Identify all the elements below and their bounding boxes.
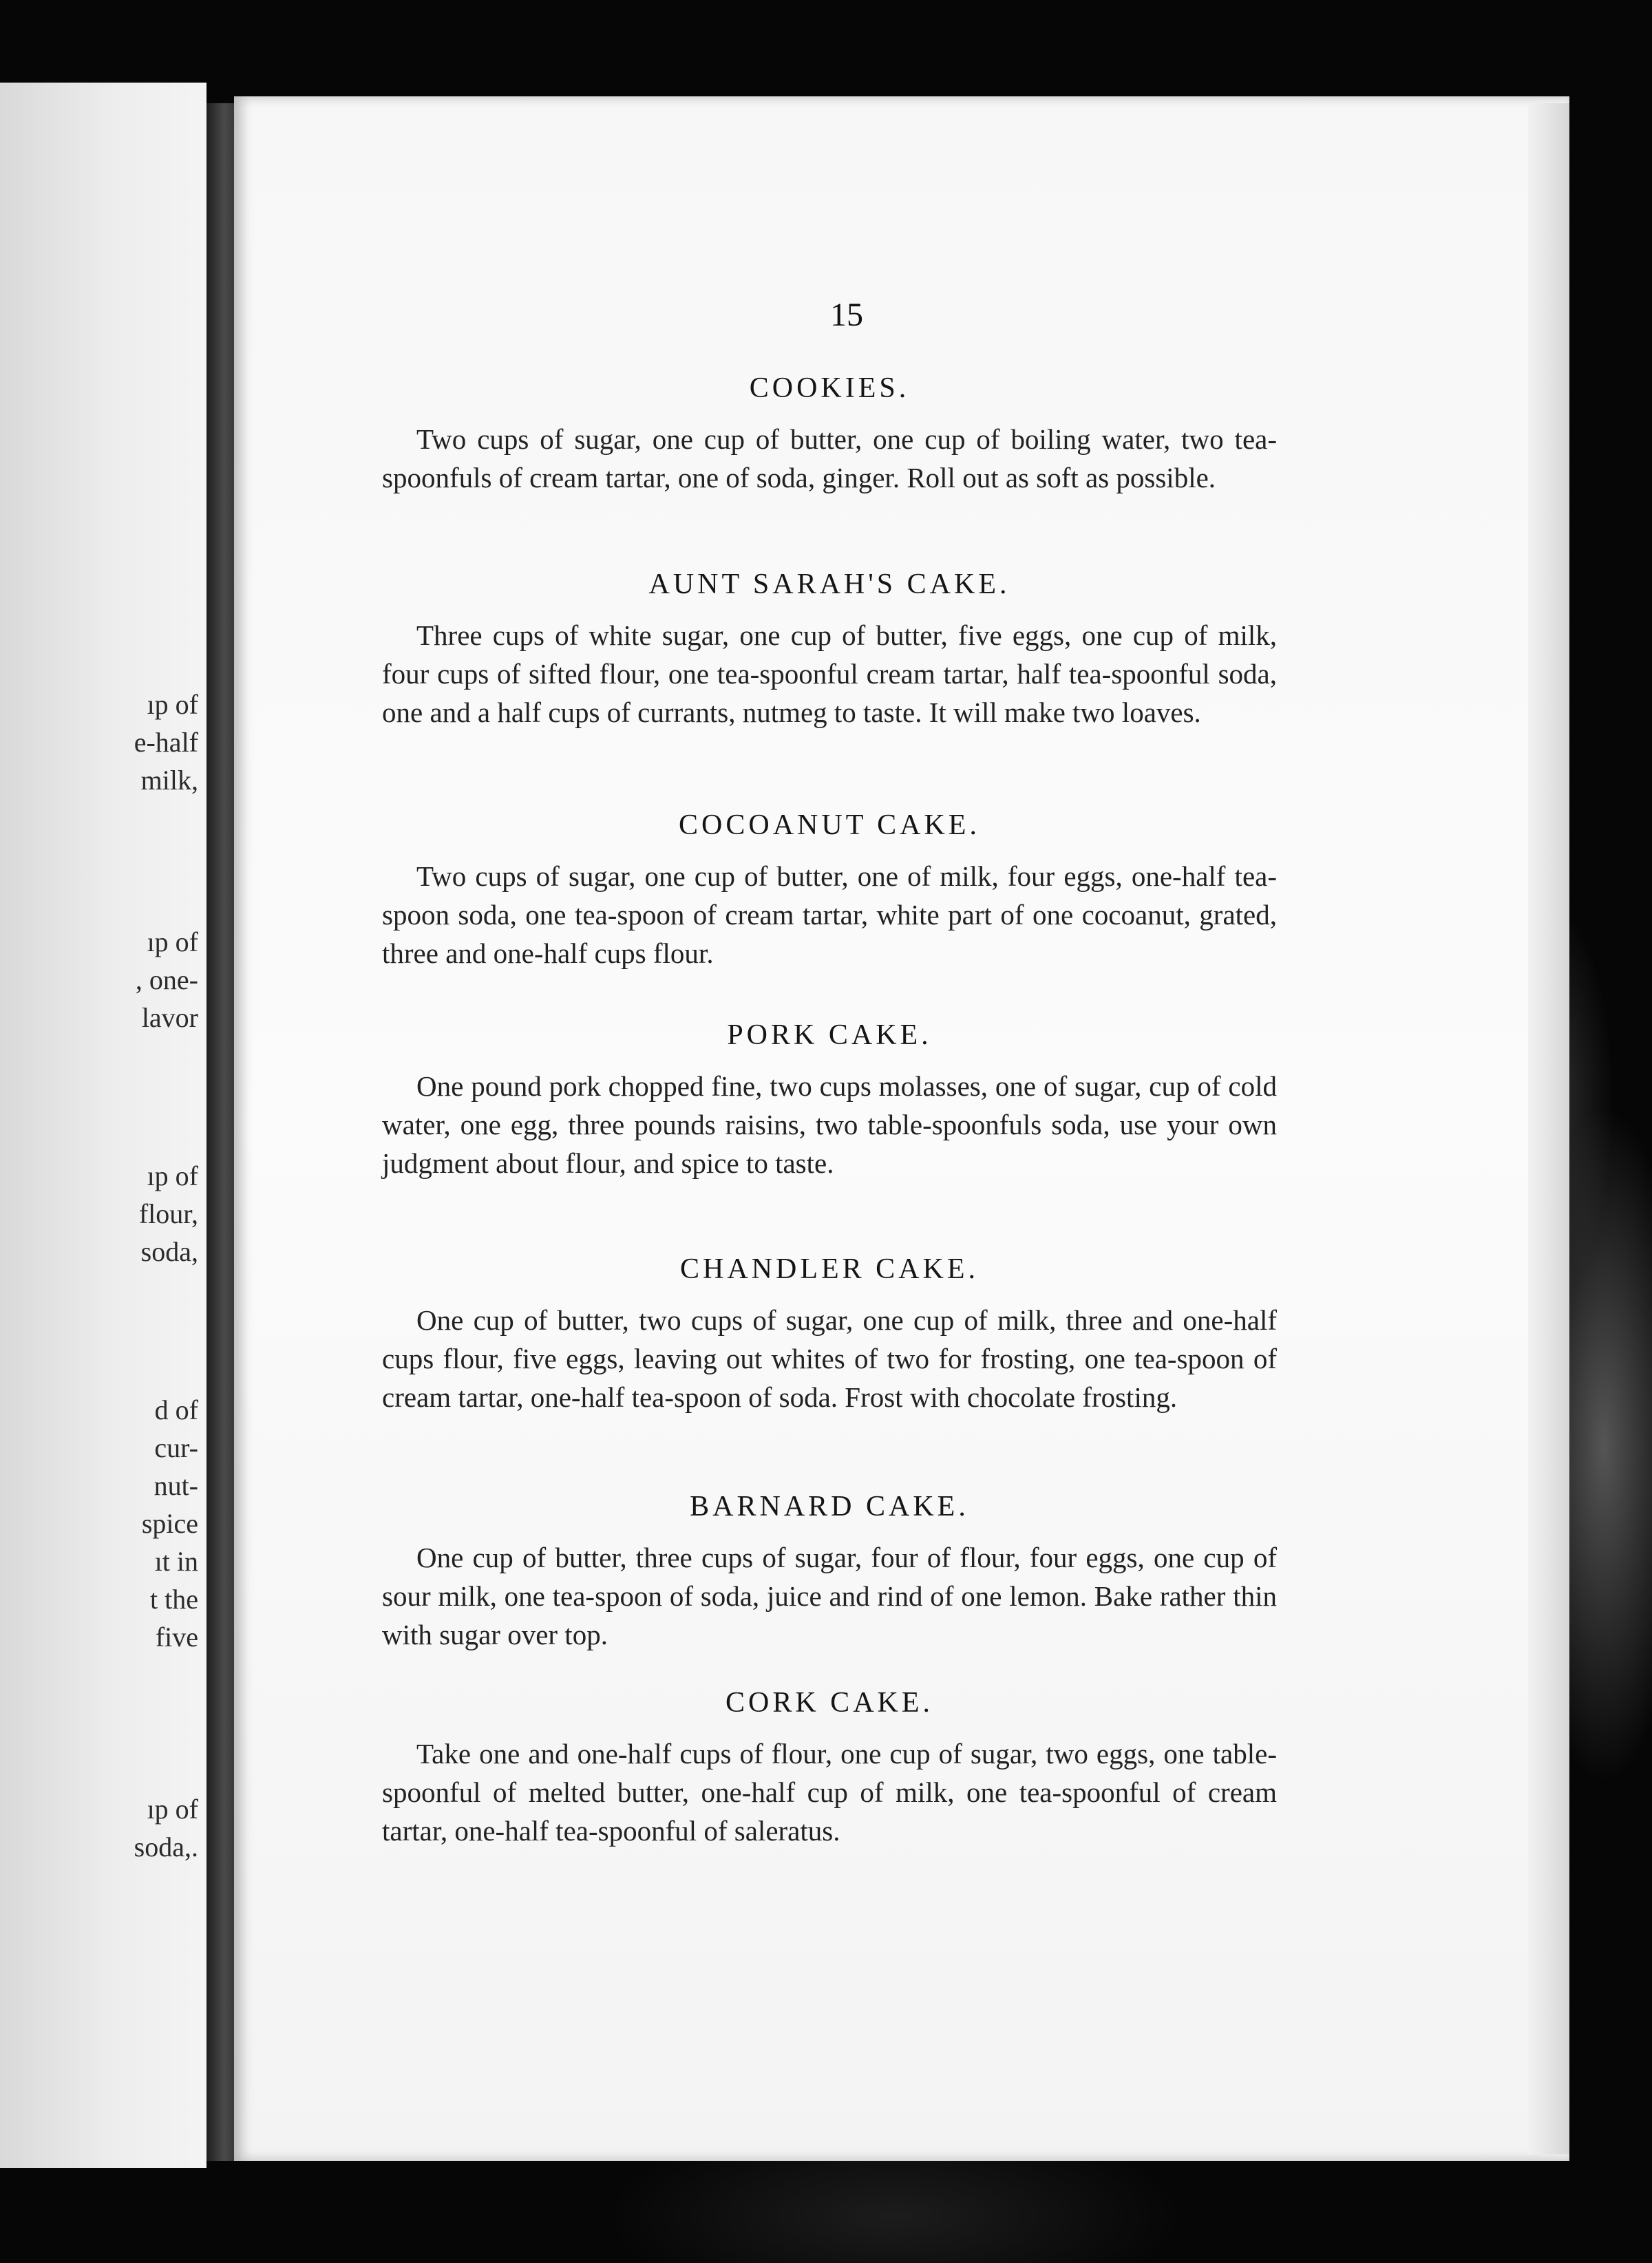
left-page-fragment: t the bbox=[150, 1584, 198, 1615]
left-page-fragment: ıp of bbox=[147, 1160, 198, 1191]
recipe-title: PORK CAKE. bbox=[727, 1019, 932, 1051]
page-number: 15 bbox=[830, 297, 863, 333]
recipe-text: Take one and one-half cups of flour, one cup of sugar, two eggs, one table-spoonful of melted butter, one-half cup of milk, one tea-spoonful of cream tartar, one-half tea-spoonful of saleratus. bbox=[382, 1738, 1277, 1847]
recipe-pork-cake bbox=[382, 1019, 1277, 1182]
left-page bbox=[0, 83, 206, 2168]
left-page-fragment: e-half bbox=[134, 727, 198, 758]
left-page-fragment: flour, bbox=[138, 1198, 198, 1229]
left-page-fragment: spice bbox=[141, 1508, 198, 1539]
recipe-text: Three cups of white sugar, one cup of butter, five eggs, one cup of milk, four cups of sifted flour, one tea-spoonful cream tartar, half tea-spoonful soda, one and a half cups of currants, nutmeg to taste. It will make two loaves. bbox=[382, 619, 1277, 728]
left-page-fragment: milk, bbox=[140, 765, 198, 796]
recipe-title: COOKIES. bbox=[749, 372, 910, 404]
recipe-barnard-cake bbox=[382, 1490, 1277, 1654]
recipe-cork-cake bbox=[382, 1686, 1277, 1850]
left-page-fragment: , one- bbox=[135, 964, 198, 995]
left-page-fragment: ıp of bbox=[147, 926, 198, 957]
left-page-fragment: ıp of bbox=[147, 689, 198, 720]
recipe-title: BARNARD CAKE. bbox=[690, 1491, 969, 1522]
recipe-aunt-sarahs-cake bbox=[382, 568, 1277, 732]
recipe-text: One cup of butter, two cups of sugar, one cup of milk, three and one-half cups flour, five eggs, leaving out whites of two for frosting, one tea-spoon of cream tartar, one-half tea-spoon of soda. Frost with chocolate frosting. bbox=[382, 1304, 1277, 1413]
left-page-fragment: ıp of bbox=[147, 1794, 198, 1825]
recipe-title: CHANDLER CAKE. bbox=[680, 1253, 979, 1285]
left-page-fragment: five bbox=[155, 1622, 198, 1653]
recipe-title: COCOANUT CAKE. bbox=[679, 809, 980, 841]
left-page-fragment: lavor bbox=[141, 1002, 198, 1033]
left-page-fragment: ıt in bbox=[154, 1546, 198, 1577]
left-page-fragment: nut- bbox=[153, 1470, 198, 1501]
page-edge bbox=[1528, 103, 1569, 2154]
recipe-chandler-cake bbox=[382, 1253, 1277, 1416]
left-page-fragment: soda, bbox=[140, 1236, 198, 1267]
recipe-text: Two cups of sugar, one cup of butter, one of milk, four eggs, one-half tea-spoon soda, one tea-spoon of cream tartar, white part of one cocoanut, grated, three and one-half cups flour. bbox=[382, 860, 1277, 969]
recipe-cookies bbox=[382, 372, 1277, 497]
recipe-title: CORK CAKE. bbox=[725, 1687, 934, 1719]
recipe-text: Two cups of sugar, one cup of butter, one cup of boiling water, two tea-spoonfuls of cream tartar, one of soda, ginger. Roll out as soft as possible. bbox=[382, 423, 1277, 493]
left-page-fragment: soda,. bbox=[134, 1831, 198, 1862]
left-page-fragment: d of bbox=[154, 1394, 198, 1425]
recipe-cocoanut-cake bbox=[382, 809, 1277, 973]
left-page-fragment: cur- bbox=[154, 1432, 198, 1463]
recipe-text: One cup of butter, three cups of sugar, four of flour, four eggs, one cup of sour milk, one tea-spoon of soda, juice and rind of one lemon. Bake rather thin with sugar over top. bbox=[382, 1542, 1277, 1650]
recipe-title: AUNT SARAH'S CAKE. bbox=[648, 569, 1010, 600]
recipe-text: One pound pork chopped fine, two cups molasses, one of sugar, cup of cold water, one egg, three pounds raisins, two table-spoonfuls soda, use your own judgment about flour, and spice to taste. bbox=[382, 1070, 1277, 1179]
